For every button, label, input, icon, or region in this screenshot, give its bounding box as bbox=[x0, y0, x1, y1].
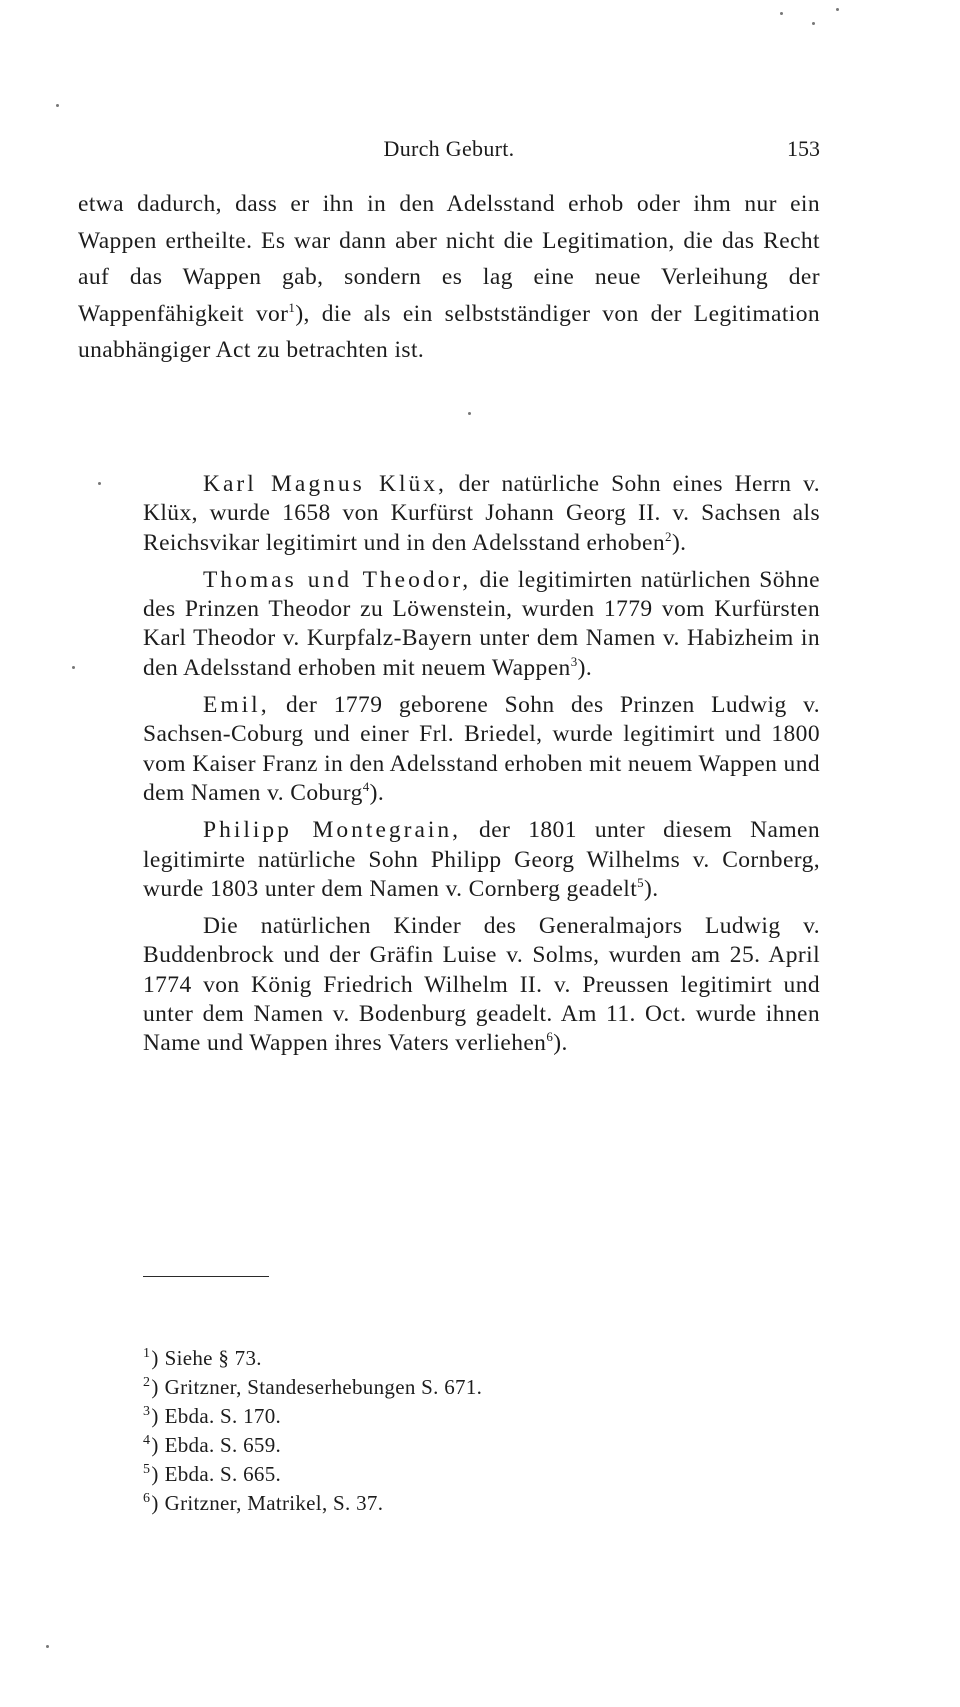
entry-name: Karl Magnus Klüx, bbox=[203, 471, 447, 497]
footnote-text: Ebda. S. 170. bbox=[164, 1404, 282, 1428]
entry-name: Thomas und Theodor, bbox=[203, 566, 472, 593]
scan-speck bbox=[72, 666, 75, 669]
footnote-number: 6 bbox=[143, 1491, 151, 1506]
footnote-number: 5 bbox=[143, 1462, 151, 1477]
entry-text: der 1801 unter diesem Namen legitimirte natürliche Sohn Philipp Georg Wilhelms v. Cornberg, wurde 1803 unter dem Namen v. Cornberg geadelt bbox=[143, 817, 820, 902]
note-ref: 5 bbox=[637, 875, 645, 891]
footnote-number: 3 bbox=[143, 1404, 151, 1419]
footnote: $^4$) Ebda. S. 659. bbox=[143, 1433, 282, 1457]
entry-name: Emil, bbox=[203, 692, 270, 719]
scan-speck bbox=[56, 104, 59, 107]
entry-text: die legitimirten natürlichen Söhne des Prinzen Theodor zu Löwenstein, wurden 1779 vom Kurfürsten Karl Theodor v. Kurpfalz-Bayern unter dem Namen v. Habizheim in den Adelsstand erhoben mit neuem Wappen bbox=[143, 566, 820, 681]
entry-text: Die natürlichen Kinder des Generalmajors Ludwig v. Buddenbrock und der Gräfin Luise v. Solms, wurden am 25. April 1774 von König Friedrich Wilhelm II. v. Preussen legitimirt und unter dem Namen v. Bodenburg geadelt. Am 11. Oct. wurde ihnen Name und Wappen ihres Vaters verliehen bbox=[143, 913, 820, 1057]
scan-speck bbox=[812, 22, 815, 25]
footnote: $^6$) Gritzner, Matrikel, S. 37. bbox=[143, 1491, 384, 1515]
entry bbox=[143, 691, 820, 808]
entry bbox=[143, 912, 820, 1058]
note-ref: 6 bbox=[546, 1029, 554, 1045]
entry-name: Philipp Montegrain, bbox=[203, 817, 462, 844]
intro-text: etwa dadurch, dass er ihn in den Adelsstand erhob oder ihm nur ein Wappen ertheilte. Es war dann aber nicht die Legitimation, die das Recht auf das Wappen gab, sondern es lag eine neue Verleihung der Wappenfähigkeit vor bbox=[78, 191, 820, 327]
footnote: $^1$) Siehe § 73. bbox=[143, 1346, 262, 1370]
running-head bbox=[78, 136, 820, 166]
note-ref: 1 bbox=[288, 299, 296, 315]
footnote-number: 1 bbox=[143, 1346, 151, 1361]
footnote-text: Ebda. S. 659. bbox=[164, 1433, 282, 1457]
footnote-text: Gritzner, Standeserhebungen S. 671. bbox=[164, 1375, 483, 1399]
note-ref: 4 bbox=[362, 779, 370, 795]
footnote-text: Gritzner, Matrikel, S. 37. bbox=[164, 1491, 384, 1515]
intro-paragraph bbox=[78, 186, 820, 369]
footnote-text: Ebda. S. 665. bbox=[164, 1462, 282, 1486]
scan-speck bbox=[468, 412, 471, 415]
footnotes bbox=[143, 1344, 743, 1518]
footnote-rule bbox=[143, 1276, 269, 1277]
scan-speck bbox=[780, 12, 783, 15]
entry-text-after: ). bbox=[644, 875, 659, 902]
entry-text: der 1779 geborene Sohn des Prinzen Ludwig v. Sachsen-Coburg und einer Frl. Briedel, wurde legitimirt und 1800 vom Kaiser Franz in den Adelsstand erhoben mit neuem Wappen und dem Namen v. Coburg bbox=[143, 692, 820, 806]
entry-text-after: ). bbox=[671, 529, 687, 556]
entry bbox=[143, 816, 820, 904]
entry bbox=[143, 470, 820, 558]
scan-speck bbox=[98, 482, 101, 485]
running-title: Durch Geburt. bbox=[383, 136, 515, 161]
footnote-number: 4 bbox=[143, 1433, 151, 1448]
page-number: 153 bbox=[787, 136, 820, 161]
scan-speck bbox=[836, 8, 839, 11]
note-ref: 3 bbox=[570, 653, 578, 669]
footnote-number: 2 bbox=[143, 1375, 151, 1390]
intro-text-after: ), die als ein selbstständiger von der Legitimation unabhängiger Act zu betrachten ist. bbox=[78, 300, 820, 363]
note-ref: 2 bbox=[665, 528, 672, 544]
entry-text-after: ). bbox=[553, 1030, 568, 1057]
entry-text-after: ). bbox=[369, 779, 385, 806]
entry bbox=[143, 566, 820, 683]
footnote: $^5$) Ebda. S. 665. bbox=[143, 1462, 282, 1486]
scan-speck bbox=[46, 1645, 49, 1648]
footnote-text: Siehe § 73. bbox=[164, 1346, 262, 1370]
footnote: $^2$) Gritzner, Standeserhebungen S. 671. bbox=[143, 1375, 483, 1399]
entry-text-after: ). bbox=[577, 654, 593, 681]
entry-text: der natürliche Sohn eines Herrn v. Klüx, wurde 1658 von Kurfürst Johann Georg II. v. Sachsen als Reichsvikar legitimirt und in den Adelsstand erhoben bbox=[143, 471, 821, 556]
legitimation-entries bbox=[143, 470, 820, 1067]
footnote: $^3$) Ebda. S. 170. bbox=[143, 1404, 282, 1428]
